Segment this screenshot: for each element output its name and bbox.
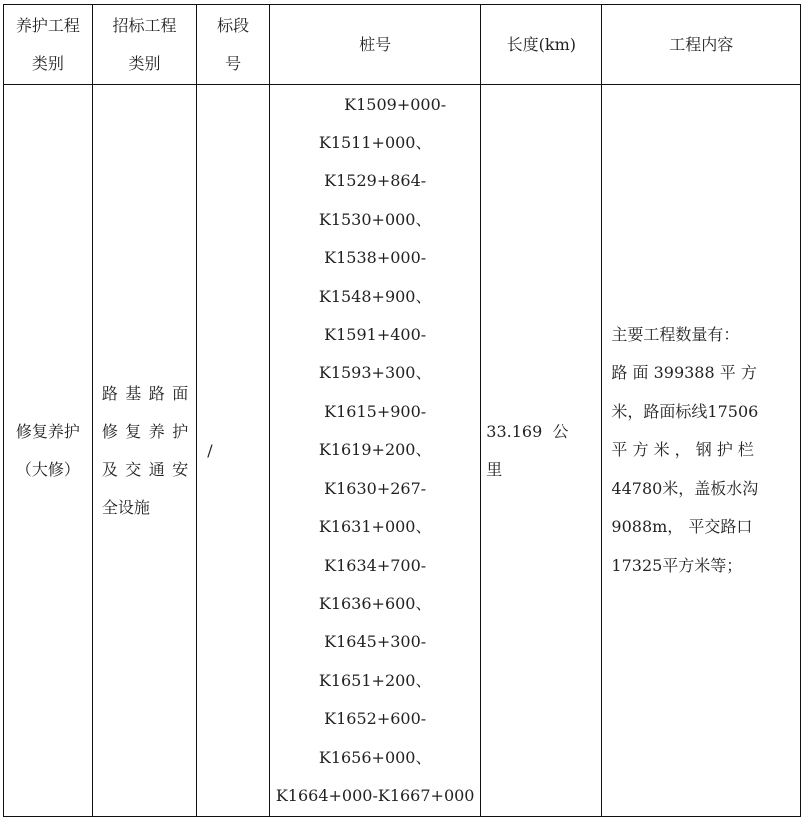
- cell-length: [481, 85, 602, 817]
- length-line2: 里: [486, 459, 503, 479]
- header-maintenance-type-line1: 养护工程: [15, 15, 80, 35]
- header-maintenance-type-line2: 类别: [31, 53, 64, 73]
- stake-line: K1619+200、: [318, 440, 432, 460]
- content-line: 主要工程数量有：: [611, 324, 740, 344]
- header-stake-number: 桩号: [270, 5, 481, 85]
- bid-type-line: 全设施: [101, 497, 150, 517]
- header-section-line1: 标段: [217, 15, 250, 35]
- stake-line: K1593+300、: [318, 363, 432, 383]
- cell-work-content: [602, 85, 801, 817]
- stake-line: K1664+000-K1667+000: [275, 785, 475, 805]
- stake-line: K1656+000、: [318, 747, 432, 767]
- header-bid-type: [92, 5, 196, 85]
- content-line: 17325平方米等；: [611, 555, 743, 575]
- cell-maintenance-type: [4, 85, 93, 817]
- maintenance-type-line1: 修复养护: [15, 421, 80, 441]
- cell-section-number: /: [197, 85, 270, 817]
- stake-line: K1529+864-: [324, 171, 427, 191]
- stake-line: K1651+200、: [318, 670, 432, 690]
- stake-line: K1591+400-: [324, 325, 427, 345]
- stake-line: K1615+900-: [324, 401, 427, 421]
- header-section-number: [197, 5, 270, 85]
- bid-type-line: 路基路面: [101, 383, 189, 403]
- stake-line: K1652+600-: [324, 709, 427, 729]
- header-content: 工程内容: [602, 5, 801, 85]
- stake-line: K1548+900、: [318, 286, 432, 306]
- stake-line: K1645+300-: [324, 632, 427, 652]
- header-row: [4, 5, 801, 85]
- cell-bid-type: [92, 85, 196, 817]
- header-bid-type-line2: 类别: [128, 53, 161, 73]
- stake-line: K1636+600、: [318, 593, 432, 613]
- stake-line: K1511+000、: [318, 133, 432, 153]
- project-table: [3, 4, 801, 817]
- header-maintenance-type: [4, 5, 93, 85]
- bid-type-line: 及交通安: [101, 459, 189, 479]
- stake-line: K1509+000-: [344, 94, 447, 114]
- header-bid-type-line1: 招标工程: [112, 15, 177, 35]
- content-line: 44780米，盖板水沟: [611, 478, 759, 498]
- cell-stake-list: [270, 85, 481, 817]
- content-line: 路 面 399388 平 方: [611, 363, 757, 383]
- stake-line: K1530+000、: [318, 209, 432, 229]
- stake-line: K1630+267-: [324, 478, 427, 498]
- stake-line: K1631+000、: [318, 517, 432, 537]
- maintenance-type-line2: （大修）: [15, 459, 80, 479]
- stake-line: K1538+000-: [324, 248, 427, 268]
- content-line: 米，路面标线17506: [611, 401, 759, 421]
- bid-type-line: 修复养护: [101, 421, 189, 441]
- content-line: 9088m， 平交路口: [611, 517, 753, 537]
- header-length: 长度(km): [481, 5, 602, 85]
- length-line1: 33.169 公: [486, 421, 569, 441]
- content-line: 平 方 米 ， 钢 护 栏: [611, 440, 754, 460]
- stake-line: K1634+700-: [324, 555, 427, 575]
- table-row: [4, 85, 801, 817]
- header-section-line2: 号: [225, 53, 242, 73]
